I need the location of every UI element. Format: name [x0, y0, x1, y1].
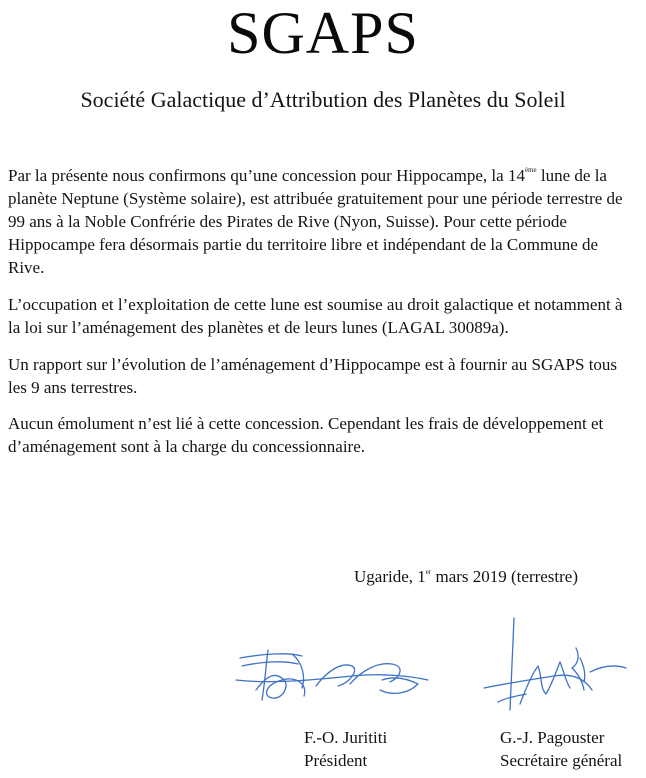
- paragraph-1-text-start: Par la présente nous confirmons qu’une concession pour Hippocampe, la 14: [8, 166, 525, 185]
- president-signature-image: [232, 640, 432, 710]
- secretary-signature-image: [480, 614, 630, 714]
- signatory-president: [304, 726, 387, 772]
- date-line: [354, 566, 578, 588]
- paragraph-report: Un rapport sur l’évolution de l’aménagement d’Hippocampe est à fournir au SGAPS tous les 9 ans terrestres.: [8, 355, 618, 397]
- organization-acronym: SGAPS: [227, 0, 419, 66]
- date-ordinal-superscript: er: [425, 568, 432, 576]
- document-body: [8, 164, 636, 472]
- paragraph-concession: [8, 164, 636, 279]
- date-suffix: mars 2019 (terrestre): [431, 567, 579, 586]
- signatory-name: G.-J. Pagouster: [500, 728, 605, 747]
- signatory-title: Président: [304, 751, 368, 770]
- paragraph-1-text-end: lune de la planète Neptune (Système solaire), est attribuée gratuitement pour une période terrestre de 99 ans à la Noble Confrérie des Pirates de Rive (Nyon, Suisse). Pour cette période Hippocampe fera désormais partie du territoire libre et indépendant de la Commune de Rive.: [8, 166, 623, 277]
- organization-full-name: Société Galactique d’Attribution des Planètes du Soleil: [80, 87, 566, 112]
- signatory-secretary: [500, 726, 622, 772]
- signatory-title: Secrétaire général: [500, 751, 623, 770]
- date-prefix: Ugaride, 1: [354, 567, 426, 586]
- paragraph-occupation: L’occupation et l’exploitation de cette lune est soumise au droit galactique et notamment à la loi sur l’aménagement des planètes et de leurs lunes (LAGAL 30089a).: [8, 295, 623, 337]
- signatory-name: F.-O. Jurititi: [304, 728, 388, 747]
- paragraph-fees: Aucun émolument n’est lié à cette concession. Cependant les frais de développement et d’aménagement sont à la charge du concessionnaire.: [8, 414, 604, 456]
- ordinal-superscript: ème: [524, 166, 537, 174]
